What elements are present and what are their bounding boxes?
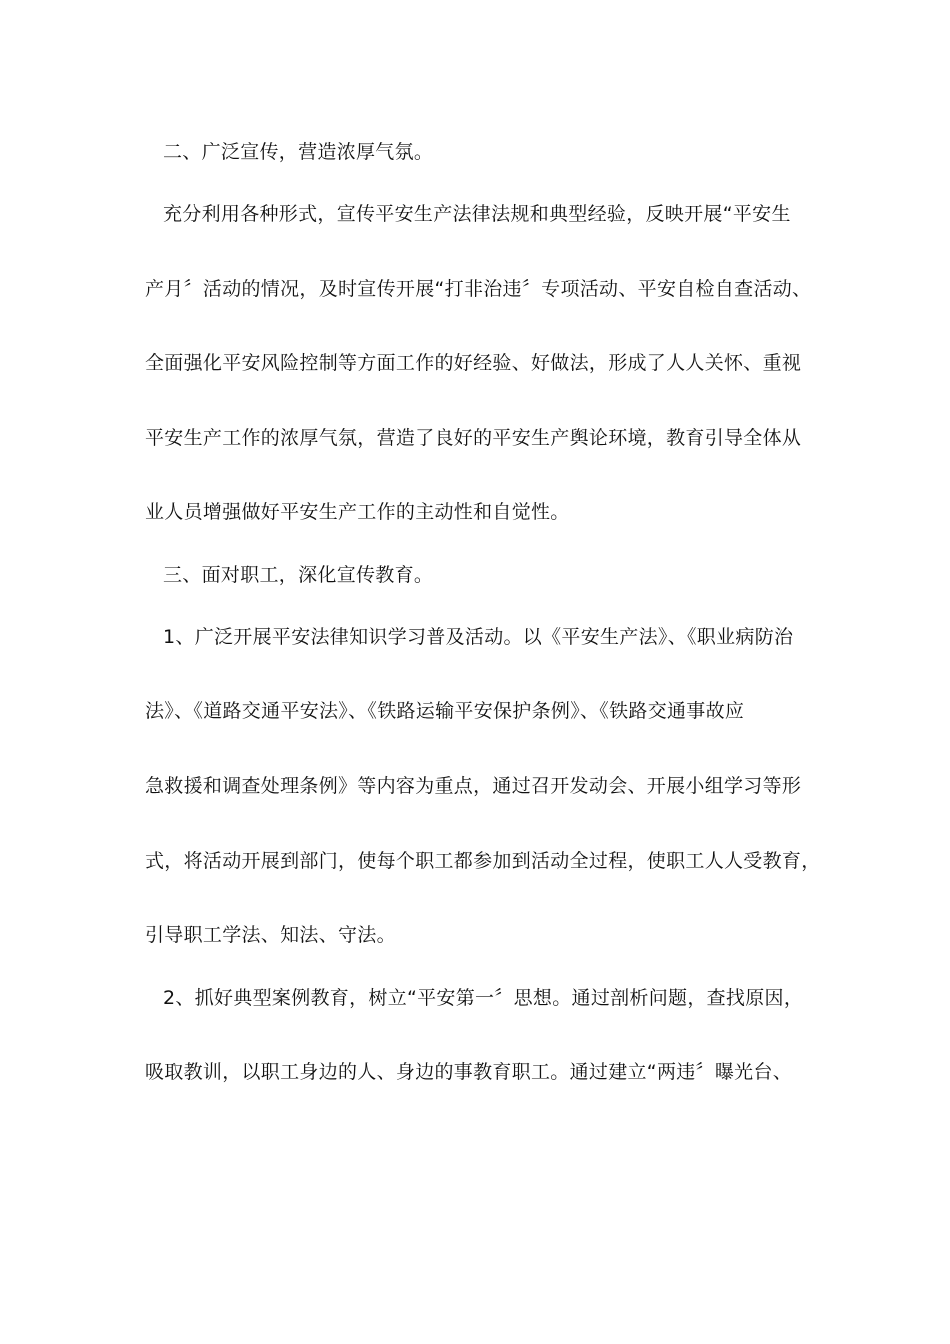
paragraph-line: 平安生产工作的浓厚气氛，营造了良好的平安生产舆论环境，教育引导全体从 (145, 427, 802, 449)
paragraph-line: 引导职工学法、知法、守法。 (145, 924, 396, 946)
paragraph-line: 充分利用各种形式，宣传平安生产法律法规和典型经验，反映开展“平安生 (163, 203, 791, 225)
list-item-1-line: 1、广泛开展平安法律知识学习普及活动。以《平安生产法》、《职业病防治 (163, 626, 794, 648)
paragraph-line: 全面强化平安风险控制等方面工作的好经验、好做法，形成了人人关怀、重视 (145, 352, 802, 374)
paragraph-line: 吸取教训，以职工身边的人、身边的事教育职工。通过建立“两违〞曝光台、 (145, 1061, 793, 1083)
paragraph-line: 急救援和调查处理条例》等内容为重点，通过召开发动会、开展小组学习等形 (145, 775, 802, 797)
paragraph-line: 产月〞活动的情况，及时宣传开展“打非治违〞专项活动、平安自检自查活动、 (145, 278, 812, 300)
list-item-2-line: 2、抓好典型案例教育，树立“平安第一〞思想。通过剖析问题，查找原因， (163, 987, 804, 1009)
paragraph-line: 法》、《道路交通平安法》、《铁路运输平安保护条例》、《铁路交通事故应 (145, 700, 745, 722)
paragraph-line: 业人员增强做好平安生产工作的主动性和自觉性。 (145, 501, 570, 523)
paragraph-line: 式，将活动开展到部门，使每个职工都参加到活动全过程，使职工人人受教育， (145, 850, 821, 872)
section-heading-3: 三、面对职工，深化宣传教育。 (163, 564, 434, 586)
section-heading-2: 二、广泛宣传，营造浓厚气氛。 (163, 141, 434, 163)
